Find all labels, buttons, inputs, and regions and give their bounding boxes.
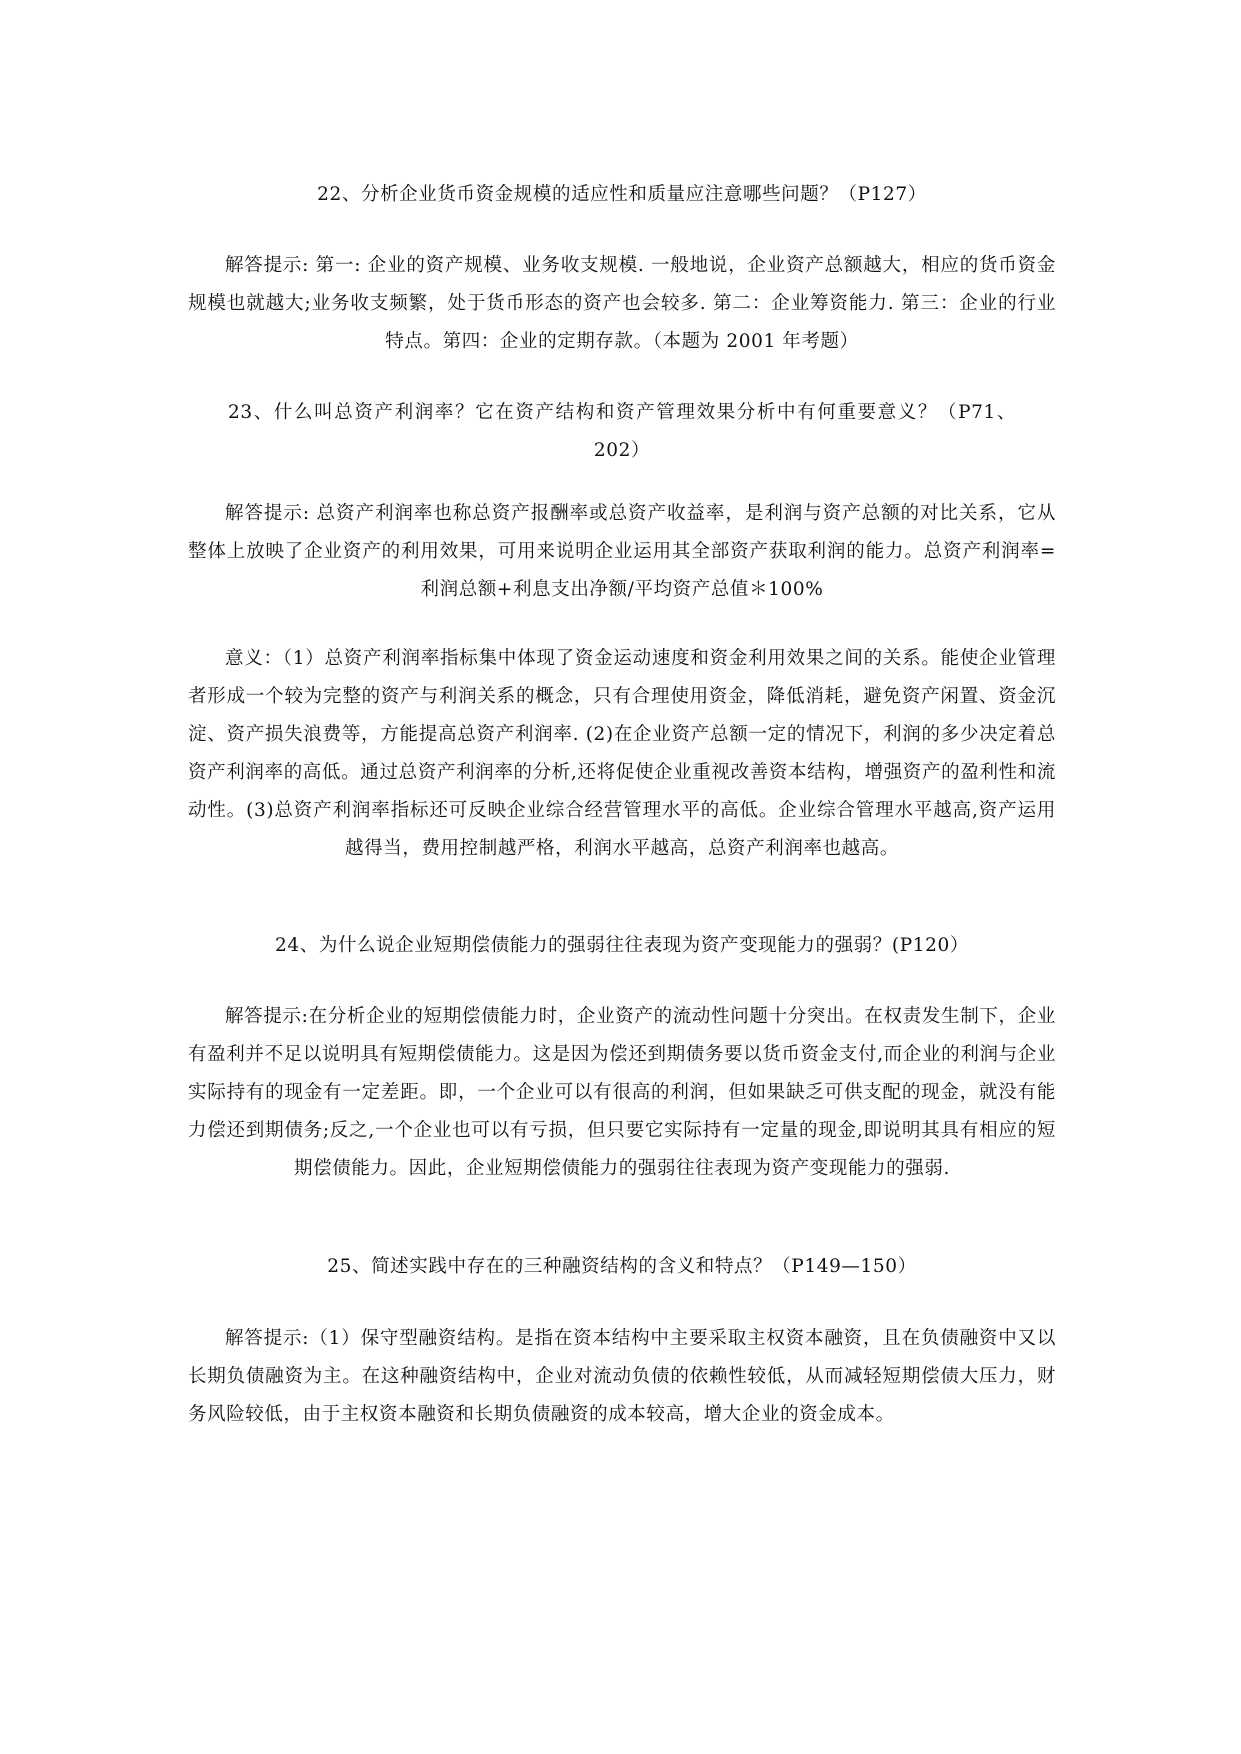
question-24: 24、为什么说企业短期偿债能力的强弱往往表现为资产变现能力的强弱？(P120） xyxy=(275,935,969,956)
answer-25: 解答提示:（1）保守型融资结构。是指在资本结构中主要采取主权资本融资，且在负债融资中又以长期负债融资为主。在这种融资结构中，企业对流动负债的依赖性较低，从而减轻短期偿债大压力，财务风险较低，由于主权资本融资和长期负债融资的成本较高，增大企业的资金成本。 xyxy=(188,1328,1056,1425)
answer-22: 解答提示: 第一: 企业的资产规模、业务收支规模. 一般地说，企业资产总额越大，相应的货币资金规模也就越大;业务收支频繁，处于货币形态的资产也会较多. 第二：企业筹资能力. 第三：企业的行业特点。第四：企业的定期存款。（本题为 2001 年考题） xyxy=(188,255,1056,352)
answer-23: 解答提示: 总资产利润率也称总资产报酬率或总资产收益率，是利润与资产总额的对比关系，它从整体上放映了企业资产的利用效果，可用来说明企业运用其全部资产获取利润的能力。总资产利润率=利润总额+利息支出净额/平均资产总值＊100% xyxy=(188,503,1056,600)
significance-23: 意义：（1）总资产利润率指标集中体现了资金运动速度和资金利用效果之间的关系。能使企业管理者形成一个较为完整的资产与利润关系的概念，只有合理使用资金，降低消耗，避免资产闲置、资金沉淀、资产损失浪费等，方能提高总资产利润率. (2)在企业资产总额一定的情况下，利润的多少决定着总资产利润率的高低。通过总资产利润率的分析,还将促使企业重视改善资本结构，增强资产的盈利性和流动性。(3)总资产利润率指标还可反映企业综合经营管理水平的高低。企业综合管理水平越高,资产运用越得当，费用控制越严格，利润水平越高，总资产利润率也越高。 xyxy=(188,648,1056,859)
question-22: 22、分析企业货币资金规模的适应性和质量应注意哪些问题？（P127） xyxy=(317,184,927,205)
question-23: 23、什么叫总资产利润率？它在资产结构和资产管理效果分析中有何重要意义？（P71、202） xyxy=(228,402,1016,461)
answer-24: 解答提示:在分析企业的短期偿债能力时，企业资产的流动性问题十分突出。在权责发生制下，企业有盈利并不足以说明具有短期偿债能力。这是因为偿还到期债务要以货币资金支付,而企业的利润与企业实际持有的现金有一定差距。即，一个企业可以有很高的利润，但如果缺乏可供支配的现金，就没有能力偿还到期债务;反之,一个企业也可以有亏损，但只要它实际持有一定量的现金,即说明其具有相应的短期偿债能力。因此，企业短期偿债能力的强弱往往表现为资产变现能力的强弱. xyxy=(188,1006,1056,1179)
question-25: 25、简述实践中存在的三种融资结构的含义和特点？（P149—150） xyxy=(327,1256,917,1277)
